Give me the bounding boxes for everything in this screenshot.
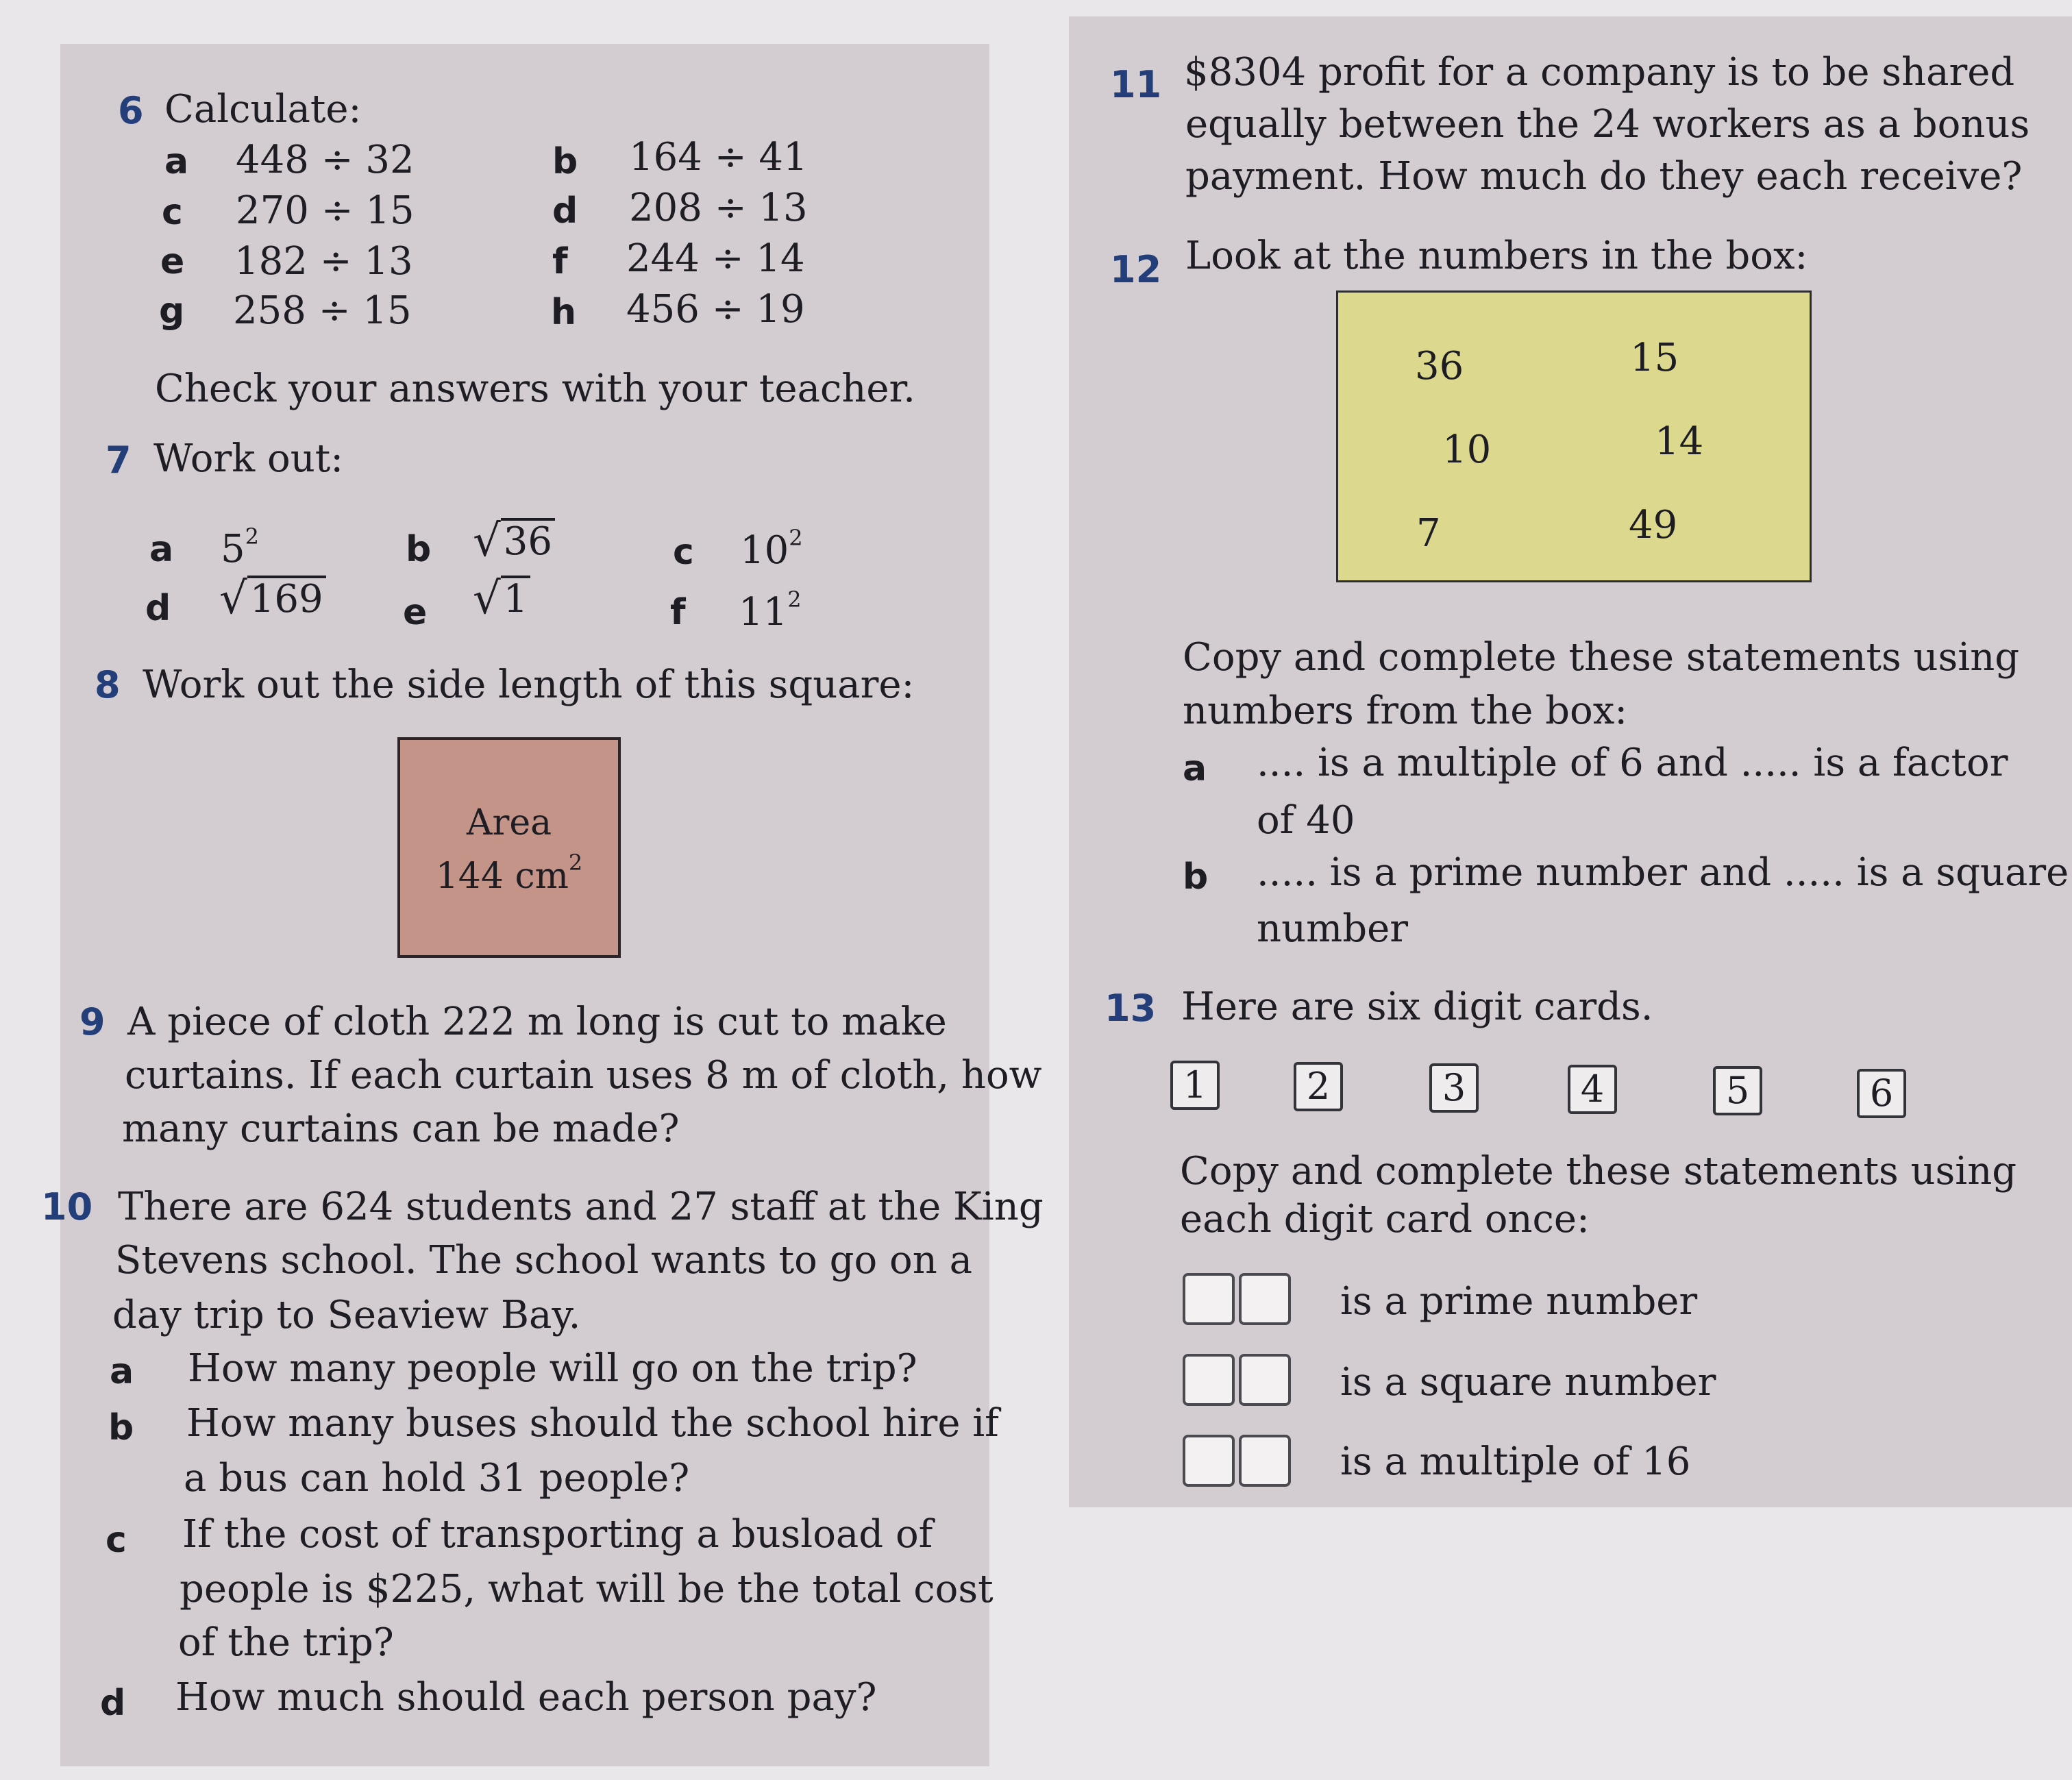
q7-power: $11^2$ xyxy=(739,586,802,634)
q10-part-text: How many buses should the school hire if xyxy=(186,1401,999,1446)
q8-number: 8 xyxy=(95,663,121,706)
q7-part-label: d xyxy=(145,588,171,629)
q10-text-line: There are 624 students and 27 staff at the King xyxy=(118,1185,1044,1229)
q7-number: 7 xyxy=(106,438,132,482)
q10-number: 10 xyxy=(41,1185,93,1228)
empty-digit-box xyxy=(1183,1435,1235,1487)
q12-part-text: .... is a multiple of 6 and ..... is a factor xyxy=(1257,741,2008,785)
q6-title: Calculate: xyxy=(164,87,362,132)
q9-text-line: A piece of cloth 222 m long is cut to make xyxy=(127,1000,947,1044)
q9-text-line: many curtains can be made? xyxy=(122,1107,680,1151)
q9-number: 9 xyxy=(79,1000,106,1043)
q6-part-label: e xyxy=(160,241,185,282)
q10-part-label: c xyxy=(106,1520,127,1561)
digit-card: 4 xyxy=(1568,1065,1617,1114)
q12-part-text: number xyxy=(1257,906,1408,951)
q10-part-label: d xyxy=(100,1683,126,1724)
q12-instruction: Copy and complete these statements using xyxy=(1183,635,2020,680)
q13-instruction: Copy and complete these statements using xyxy=(1180,1149,2017,1194)
q11-text-line: equally between the 24 workers as a bonus xyxy=(1185,102,2030,147)
q12-number: 12 xyxy=(1110,248,1162,291)
area-value: 144 $cm^2$ xyxy=(435,850,583,897)
q8-title: Work out the side length of this square: xyxy=(143,663,915,707)
q7-part-label: a xyxy=(149,529,174,570)
box-number: 7 xyxy=(1416,511,1441,556)
q11-number: 11 xyxy=(1110,63,1162,106)
q10-part-label: b xyxy=(108,1407,134,1448)
empty-digit-box xyxy=(1239,1273,1291,1325)
box-number: 49 xyxy=(1629,503,1678,547)
digit-card: 1 xyxy=(1170,1061,1220,1110)
q7-power: $10^2$ xyxy=(740,525,803,573)
q10-part-text: of the trip? xyxy=(178,1620,394,1665)
q10-part-text: people is $225, what will be the total cost xyxy=(180,1567,994,1611)
q7-part-label: b xyxy=(406,529,432,570)
empty-digit-box xyxy=(1183,1273,1235,1325)
empty-digit-box xyxy=(1239,1435,1291,1487)
box-number: 15 xyxy=(1630,336,1679,380)
q6-part-label: c xyxy=(162,192,183,233)
empty-digit-box xyxy=(1183,1354,1235,1406)
box-number: 10 xyxy=(1442,428,1492,472)
q13-number: 13 xyxy=(1105,987,1157,1030)
q10-part-label: a xyxy=(110,1351,134,1392)
q10-part-text: a bus can hold 31 people? xyxy=(184,1456,690,1500)
q7-power: $5^2$ xyxy=(221,523,259,571)
q6-part-label: d xyxy=(552,190,578,232)
q6-part-label: h xyxy=(551,292,577,333)
area-square xyxy=(397,737,621,958)
q6-number: 6 xyxy=(118,89,144,132)
q10-part-text: How much should each person pay? xyxy=(175,1675,877,1720)
q12-title: Look at the numbers in the box: xyxy=(1185,234,1808,278)
q9-text-line: curtains. If each curtain uses 8 m of cloth, how xyxy=(125,1053,1042,1098)
q10-text-line: day trip to Seaview Bay. xyxy=(112,1293,581,1337)
q13-instruction: each digit card once: xyxy=(1180,1197,1590,1241)
q6-note: Check your answers with your teacher. xyxy=(155,367,915,411)
q6-part-expr: 208 ÷ 13 xyxy=(629,186,808,230)
q10-part-text: If the cost of transporting a busload of xyxy=(182,1512,933,1557)
q6-part-expr: 258 ÷ 15 xyxy=(233,288,412,333)
q10-part-text: How many people will go on the trip? xyxy=(188,1346,917,1391)
digit-card: 3 xyxy=(1429,1063,1479,1113)
q6-part-expr: 456 ÷ 19 xyxy=(626,287,805,332)
q7-title: Work out: xyxy=(153,436,344,481)
q7-square-root: √ 1 xyxy=(473,576,530,623)
number-box xyxy=(1336,291,1812,582)
q10-text-line: Stevens school. The school wants to go on a xyxy=(115,1238,972,1283)
q11-text-line: $8304 profit for a company is to be shared xyxy=(1184,50,2015,95)
q13-title: Here are six digit cards. xyxy=(1181,985,1653,1029)
q13-statement: is a square number xyxy=(1340,1360,1716,1405)
q6-part-expr: 270 ÷ 15 xyxy=(236,188,415,233)
q7-square-root: √ 36 xyxy=(473,518,555,566)
box-number: 14 xyxy=(1655,419,1704,464)
area-label: Area xyxy=(466,802,552,843)
q7-square-root: √ 169 xyxy=(219,576,326,623)
q13-statement: is a prime number xyxy=(1340,1279,1698,1324)
q12-part-label: b xyxy=(1183,856,1209,898)
q6-part-label: b xyxy=(552,141,578,182)
q6-part-label: g xyxy=(159,291,185,332)
q12-part-text: of 40 xyxy=(1257,798,1355,843)
q6-part-expr: 448 ÷ 32 xyxy=(236,138,415,182)
q7-part-label: e xyxy=(403,592,428,633)
q6-part-expr: 164 ÷ 41 xyxy=(629,135,808,180)
q6-part-expr: 244 ÷ 14 xyxy=(626,236,805,281)
q6-part-label: f xyxy=(552,241,568,282)
q11-text-line: payment. How much do they each receive? xyxy=(1185,154,2023,199)
empty-digit-box xyxy=(1239,1354,1291,1406)
q13-statement: is a multiple of 16 xyxy=(1340,1439,1691,1484)
q7-part-label: f xyxy=(670,592,686,633)
digit-card: 6 xyxy=(1857,1069,1906,1118)
q6-part-label: a xyxy=(164,141,189,182)
digit-card: 5 xyxy=(1713,1066,1762,1115)
digit-card: 2 xyxy=(1294,1062,1343,1111)
q12-instruction: numbers from the box: xyxy=(1183,689,1628,733)
box-number: 36 xyxy=(1415,344,1464,388)
q6-part-expr: 182 ÷ 13 xyxy=(234,239,413,284)
q12-part-label: a xyxy=(1183,748,1207,789)
q12-part-text: ..... is a prime number and ..... is a square xyxy=(1257,850,2069,895)
q7-part-label: c xyxy=(673,532,694,573)
